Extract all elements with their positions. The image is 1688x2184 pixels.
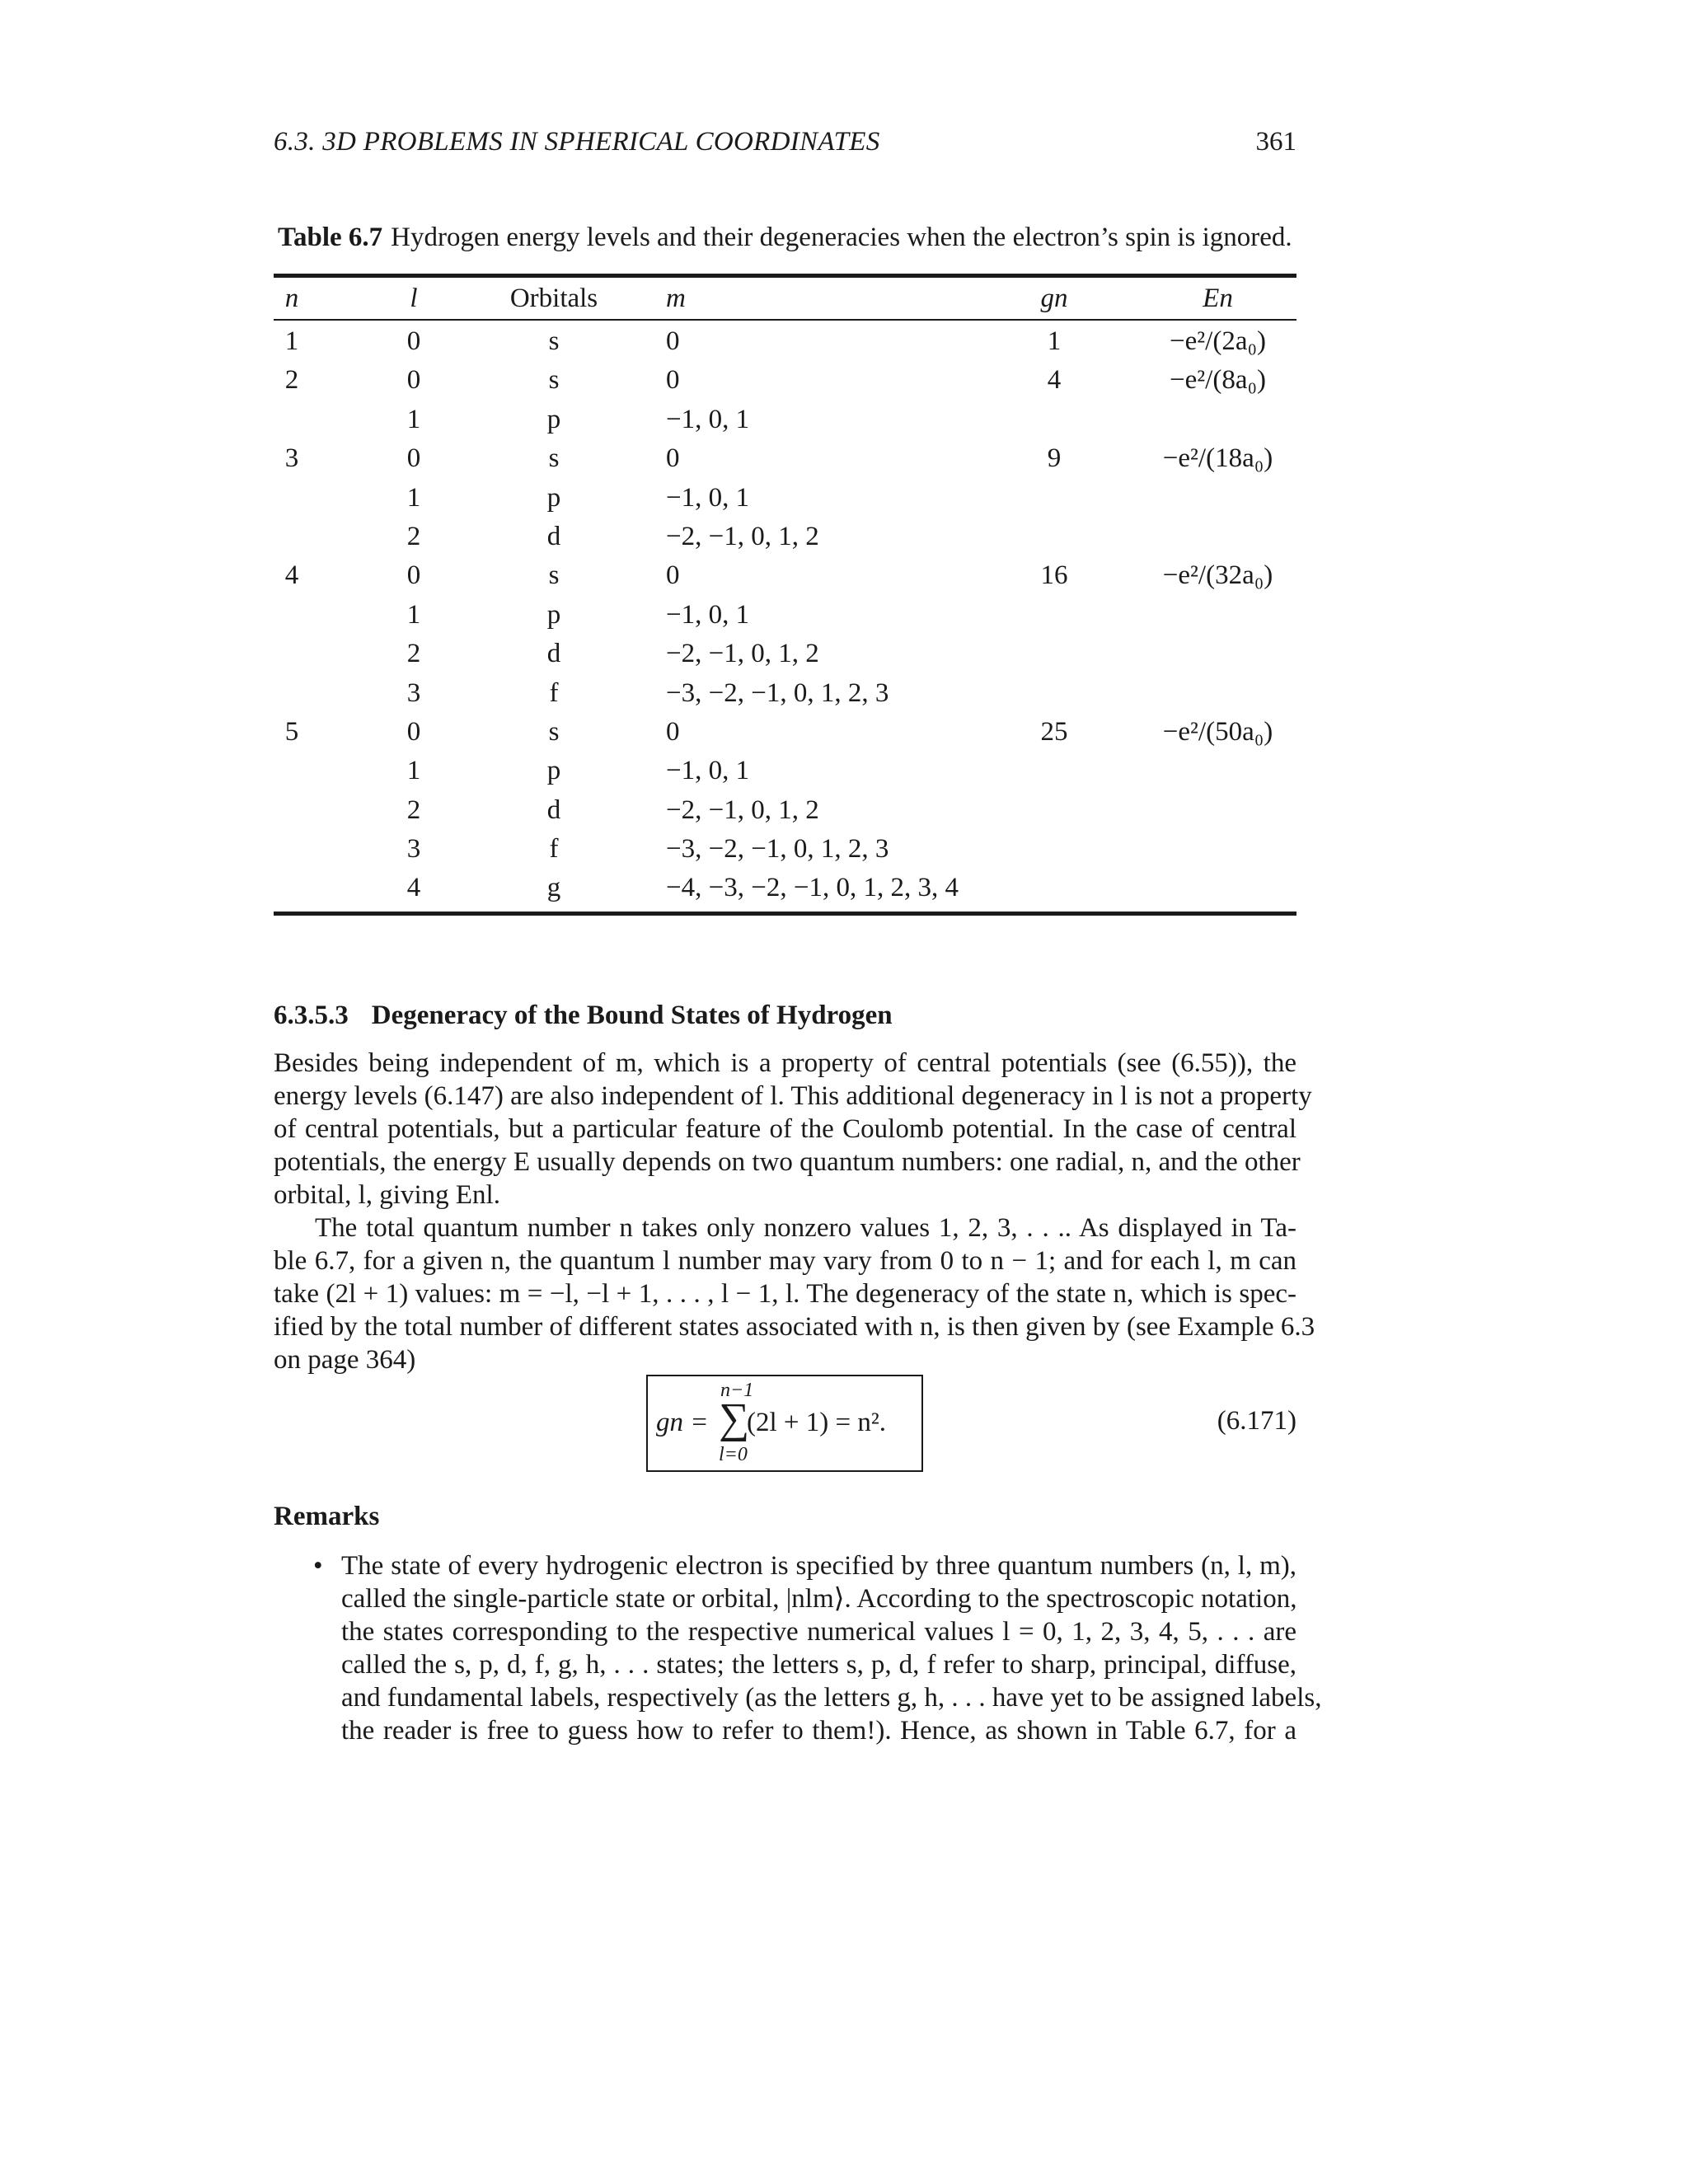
sum-upper-limit: n−1 — [720, 1380, 754, 1401]
remarks-heading: Remarks — [274, 1502, 380, 1531]
table-row — [274, 361, 1296, 400]
table-cell-e: −e²/(18a₀) — [1162, 443, 1273, 474]
bullet-line: the reader is free to guess how to refer to them!). Hence, as shown in Table 6.7, for a — [341, 1716, 1296, 1746]
table-cell-orb: d — [546, 794, 561, 825]
table-caption-text: Hydrogen energy levels and their degeneracies when the electron’s spin is ignored. — [391, 223, 1292, 252]
table-label: Table 6.7 — [278, 223, 383, 252]
bullet-line: and fundamental labels, respectively (as the letters g, h, . . . have yet to be assigned labels, — [341, 1683, 1322, 1713]
table-cell-m: −1, 0, 1 — [666, 482, 750, 513]
table-cell-m: −3, −2, −1, 0, 1, 2, 3 — [666, 834, 889, 865]
table-cell-l: 0 — [406, 560, 421, 591]
running-header-title: 6.3. 3D PROBLEMS IN SPHERICAL COORDINATES — [274, 127, 880, 157]
table-cell-orb: d — [546, 639, 561, 669]
table-cell-n: 1 — [284, 326, 299, 356]
table-row — [274, 674, 1296, 713]
equation-lhs: gn = — [656, 1408, 709, 1437]
table-cell-orb: p — [546, 756, 561, 786]
col-header-gn: gn — [1040, 284, 1068, 313]
table-row — [274, 713, 1296, 752]
table-cell-e: −e²/(50a₀) — [1162, 716, 1273, 747]
table-cell-orb: f — [549, 834, 559, 865]
table-cell-orb: p — [546, 404, 561, 434]
table-row — [274, 518, 1296, 556]
table-cell-l: 1 — [406, 482, 421, 513]
table-cell-m: −2, −1, 0, 1, 2 — [666, 639, 819, 669]
table-cell-m: −1, 0, 1 — [666, 756, 750, 786]
paragraph-line: orbital, l, giving Enl. — [274, 1180, 500, 1210]
table-cell-m: 0 — [666, 560, 680, 591]
table-cell-l: 0 — [406, 716, 421, 747]
table-row — [274, 596, 1296, 635]
equation-rhs: (2l + 1) = n². — [747, 1408, 887, 1437]
paragraph-1 — [274, 1047, 1312, 1212]
paragraph-2 — [274, 1212, 1315, 1376]
table-cell-e: −e²/(8a₀) — [1170, 365, 1266, 396]
table-cell-orb: s — [548, 716, 560, 747]
table-cell-l: 0 — [406, 365, 421, 396]
table-cell-orb: g — [546, 873, 561, 903]
bullet-line: called the s, p, d, f, g, h, . . . states; the letters s, p, d, f refer to sharp, principal, diffuse, — [341, 1650, 1296, 1680]
bullet-line: the states corresponding to the respective numerical values l = 0, 1, 2, 3, 4, 5, . . . are — [341, 1617, 1296, 1647]
paragraph-line: on page 364) — [274, 1345, 416, 1375]
col-header-l: l — [410, 284, 418, 313]
table-cell-orb: d — [546, 521, 561, 551]
table-cell-l: 3 — [406, 834, 421, 865]
table-cell-l: 1 — [406, 756, 421, 786]
page-number: 361 — [1255, 127, 1296, 157]
col-header-m: m — [666, 284, 686, 313]
table-cell-n: 2 — [284, 365, 299, 396]
table-caption — [278, 221, 1292, 254]
paragraph-line: The total quantum number n takes only nonzero values 1, 2, 3, . . .. As displayed in Ta- — [315, 1213, 1296, 1243]
table-cell-m: −2, −1, 0, 1, 2 — [666, 521, 819, 551]
col-header-orbitals: Orbitals — [509, 284, 598, 313]
table-cell-orb: s — [548, 365, 560, 396]
table-cell-l: 1 — [406, 404, 421, 434]
table-cell-orb: p — [546, 599, 561, 630]
table-cell-m: 0 — [666, 443, 680, 474]
table-cell-g: 4 — [1047, 365, 1062, 396]
table-row — [274, 439, 1296, 478]
bullet-dot: • — [313, 1551, 323, 1581]
paragraph-line: Besides being independent of m, which is a property of central potentials (see (6.55)), the — [274, 1048, 1296, 1078]
table-header-row — [274, 278, 1296, 319]
table-row — [274, 869, 1296, 907]
table-cell-orb: s — [548, 560, 560, 591]
paragraph-line: potentials, the energy E usually depends on two quantum numbers: one radial, n, and the other — [274, 1147, 1301, 1177]
table-cell-m: −1, 0, 1 — [666, 599, 750, 630]
table-row — [274, 830, 1296, 869]
bullet-text — [341, 1549, 1322, 1747]
table-cell-g: 1 — [1047, 326, 1062, 356]
paragraph-line: take (2l + 1) values: m = −l, −l + 1, . . . , l − 1, l. The degeneracy of the state n, which is spec- — [274, 1279, 1296, 1309]
table-cell-l: 3 — [406, 677, 421, 708]
table-cell-n: 5 — [284, 716, 299, 747]
table-cell-e: −e²/(2a₀) — [1170, 326, 1266, 356]
table-cell-l: 0 — [406, 443, 421, 474]
table-row — [274, 322, 1296, 361]
table-cell-l: 2 — [406, 521, 421, 551]
table-body — [274, 321, 1296, 912]
section-number: 6.3.5.3 — [274, 1001, 349, 1030]
table-cell-m: 0 — [666, 716, 680, 747]
equation-number: (6.171) — [1217, 1406, 1296, 1436]
table-row — [274, 479, 1296, 518]
bullet-line: called the single-particle state or orbital, |nlm⟩. According to the spectroscopic notation, — [341, 1584, 1297, 1614]
table-cell-m: −4, −3, −2, −1, 0, 1, 2, 3, 4 — [666, 873, 959, 903]
bullet-line: The state of every hydrogenic electron is specified by three quantum numbers (n, l, m), — [341, 1551, 1296, 1581]
table-cell-orb: s — [548, 326, 560, 356]
table-cell-n: 3 — [284, 443, 299, 474]
paragraph-line: ified by the total number of different states associated with n, is then given by (see Example 6.3 — [274, 1312, 1315, 1342]
table-cell-m: −3, −2, −1, 0, 1, 2, 3 — [666, 677, 889, 708]
section-title: Degeneracy of the Bound States of Hydrogen — [371, 1001, 893, 1030]
sum-symbol: ∑ — [719, 1395, 750, 1442]
boxed-equation — [646, 1375, 923, 1472]
table-row — [274, 401, 1296, 439]
table-row — [274, 752, 1296, 790]
col-header-en: En — [1203, 284, 1233, 313]
section-heading — [274, 999, 893, 1032]
table-cell-orb: p — [546, 482, 561, 513]
table-cell-l: 2 — [406, 794, 421, 825]
hydrogen-energy-table — [274, 274, 1296, 916]
col-header-n: n — [284, 284, 299, 313]
table-row — [274, 791, 1296, 830]
table-cell-m: 0 — [666, 365, 680, 396]
table-cell-l: 1 — [406, 599, 421, 630]
table-cell-g: 16 — [1040, 560, 1068, 591]
table-cell-orb: s — [548, 443, 560, 474]
table-row — [274, 556, 1296, 595]
paragraph-line: of central potentials, but a particular feature of the Coulomb potential. In the case of central — [274, 1114, 1296, 1144]
table-cell-orb: f — [549, 677, 559, 708]
table-bottom-rule — [274, 912, 1296, 916]
table-cell-g: 25 — [1040, 716, 1068, 747]
table-cell-n: 4 — [284, 560, 299, 591]
paragraph-line: ble 6.7, for a given n, the quantum l number may vary from 0 to n − 1; and for each l, m can — [274, 1246, 1296, 1276]
table-cell-l: 0 — [406, 326, 421, 356]
table-cell-m: 0 — [666, 326, 680, 356]
sum-lower-limit: l=0 — [719, 1444, 748, 1465]
table-row — [274, 635, 1296, 673]
table-cell-l: 2 — [406, 639, 421, 669]
table-cell-l: 4 — [406, 873, 421, 903]
paragraph-line: energy levels (6.147) are also independent of l. This additional degeneracy in l is not a property — [274, 1081, 1312, 1111]
table-cell-m: −1, 0, 1 — [666, 404, 750, 434]
table-cell-e: −e²/(32a₀) — [1162, 560, 1273, 591]
table-cell-m: −2, −1, 0, 1, 2 — [666, 794, 819, 825]
table-cell-g: 9 — [1047, 443, 1062, 474]
